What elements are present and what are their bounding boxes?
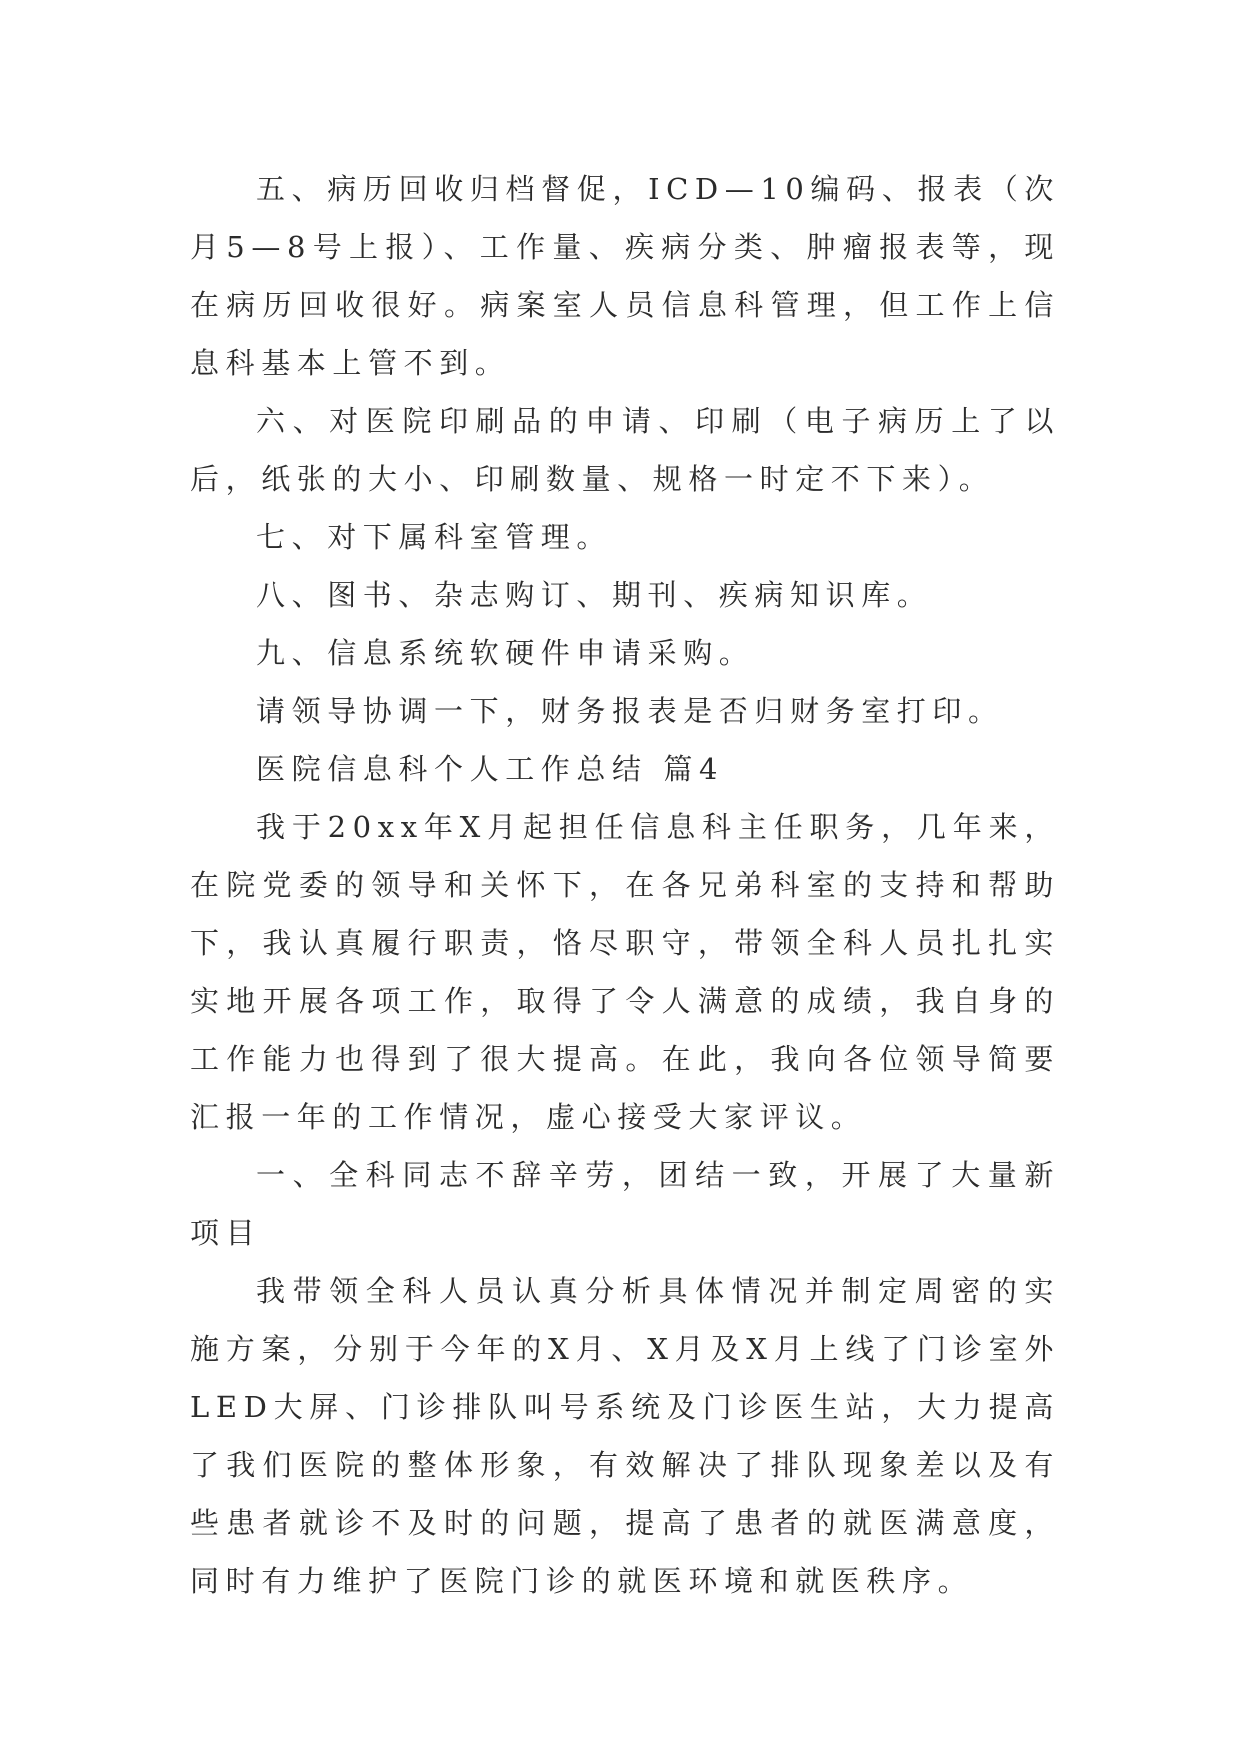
paragraph-item-6-printing: 六、对医院印刷品的申请、印刷（电子病历上了以后，纸张的大小、印刷数量、规格一时定不下来）。 [190, 404, 1060, 496]
section-heading: 医院信息科个人工作总结 篇4 [256, 752, 725, 786]
document-body [190, 160, 1060, 1610]
paragraph-intro: 我于20xx年X月起担任信息科主任职务，几年来，在院党委的领导和关怀下，在各兄弟科室的支持和帮助下，我认真履行职责，恪尽职守，带领全科人员扎扎实实地开展各项工作，取得了令人满意的成绩，我自身的工作能力也得到了很大提高。在此，我向各位领导简要汇报一年的工作情况，虚心接受大家评议。 [190, 810, 1060, 1134]
paragraph-item-9-procurement: 九、信息系统软硬件申请采购。 [256, 636, 755, 670]
paragraph-request: 请领导协调一下，财务报表是否归财务室打印。 [256, 694, 1004, 728]
paragraph-item-5-medical-records: 五、病历回收归档督促，ICD—10编码、报表（次月5—8号上报）、工作量、疾病分类、肿瘤报表等，现在病历回收很好。病案室人员信息科管理，但工作上信息科基本上管不到。 [190, 172, 1060, 380]
subheading-item-1: 一、全科同志不辞辛劳，团结一致，开展了大量新项目 [190, 1158, 1060, 1250]
paragraph-item-8-books: 八、图书、杂志购订、期刊、疾病知识库。 [256, 578, 933, 612]
paragraph-item-7-departments: 七、对下属科室管理。 [256, 520, 613, 554]
paragraph-projects: 我带领全科人员认真分析具体情况并制定周密的实施方案，分别于今年的X月、X月及X月上线了门诊室外LED大屏、门诊排队叫号系统及门诊医生站，大力提高了我们医院的整体形象，有效解决了排队现象差以及有些患者就诊不及时的问题，提高了患者的就医满意度，同时有力维护了医院门诊的就医环境和就医秩序。 [190, 1274, 1060, 1598]
